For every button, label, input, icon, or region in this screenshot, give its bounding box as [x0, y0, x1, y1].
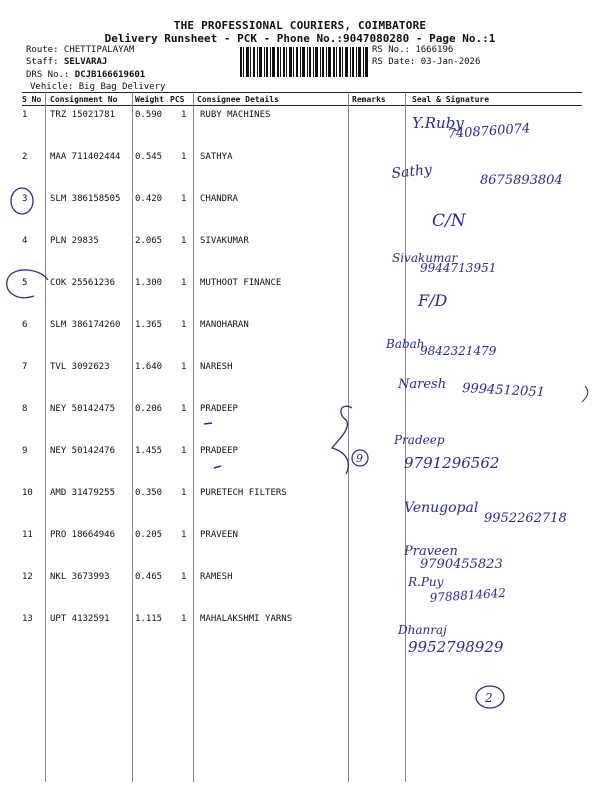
col-header-weight: Weight	[135, 95, 164, 104]
col-header-seal: Seal & Signature	[412, 95, 490, 104]
row-sno: 10	[22, 488, 33, 498]
col-divider-2	[132, 92, 133, 782]
col-header-consignment: Consignment No	[50, 95, 118, 104]
row-consignment: TVL 3092623	[50, 362, 110, 372]
row-sno: 13	[22, 614, 33, 624]
row-sno: 9	[22, 446, 28, 456]
row-pcs: 1	[181, 278, 187, 288]
row-consignment: MAA 711402444	[50, 152, 121, 162]
col-divider-3	[193, 92, 194, 782]
phone-row-6: 9842321479	[420, 344, 497, 358]
tick-mark-row-9	[214, 466, 221, 468]
row-weight: 1.455	[135, 446, 163, 456]
barcode-icon	[240, 47, 368, 77]
phone-row-13: 9952798929	[408, 638, 504, 656]
col-header-pcs: PCS	[170, 95, 185, 104]
signature-row-10: Venugopal	[404, 500, 479, 516]
row-consignment: SLM 386158505	[50, 194, 121, 204]
signature-row-2: Sathy	[390, 161, 433, 182]
row-consignee: SATHYA	[200, 152, 233, 162]
staff	[26, 57, 107, 67]
remark-row-3: C/N	[432, 211, 466, 231]
row-weight: 0.590	[135, 110, 163, 120]
tick-mark-row-8	[204, 423, 212, 424]
row-weight: 0.465	[135, 572, 163, 582]
row-consignee: NARESH	[200, 362, 233, 372]
phone-row-11: 9790455823	[420, 557, 503, 572]
row-pcs: 1	[181, 152, 187, 162]
signature-row-9: Pradeep	[394, 433, 445, 447]
row-pcs: 1	[181, 614, 187, 624]
company-name: THE PROFESSIONAL COURIERS, COIMBATORE	[173, 19, 427, 32]
col-divider-1	[45, 92, 46, 782]
table-header-rule	[22, 105, 582, 106]
row-pcs: 1	[181, 320, 187, 330]
col-header-remarks: Remarks	[352, 95, 386, 104]
page-mark: 2	[485, 691, 493, 705]
row-consignee: PRAVEEN	[200, 530, 238, 540]
row-sno: 4	[22, 236, 28, 246]
row-consignment: NEY 50142476	[50, 446, 116, 456]
row-consignee: MUTHOOT FINANCE	[200, 278, 282, 288]
row-consignee: MAHALAKSHMI YARNS	[200, 614, 293, 624]
row-sno: 5	[22, 278, 28, 288]
row-sno: 6	[22, 320, 28, 330]
row-consignment: COK 25561236	[50, 278, 116, 288]
signature-row-12: R.Puy	[408, 575, 444, 589]
signature-row-13: Dhanraj	[398, 623, 447, 637]
row-weight: 1.115	[135, 614, 163, 624]
row-weight: 0.420	[135, 194, 163, 204]
row-sno: 8	[22, 404, 28, 414]
row-pcs: 1	[181, 362, 187, 372]
signature-row-6: Babah	[386, 337, 425, 351]
table-top-rule	[22, 92, 582, 93]
row-pcs: 1	[181, 572, 187, 582]
row-consignment: SLM 386174260	[50, 320, 121, 330]
col-header-sno: S No	[22, 95, 42, 104]
phone-row-4: 9944713951	[420, 261, 497, 275]
row-sno: 7	[22, 362, 28, 372]
route: Route: CHETTIPALAYAM	[26, 45, 135, 55]
row-weight: 1.365	[135, 320, 163, 330]
row-consignee: PURETECH FILTERS	[200, 488, 287, 498]
row-consignment: TRZ 15021781	[50, 110, 116, 120]
page-mark-circle	[476, 686, 504, 708]
row-weight: 1.300	[135, 278, 163, 288]
vehicle: Vehicle: Big Bag Delivery	[30, 82, 166, 92]
rs-date: RS Date: 03-Jan-2026	[372, 57, 481, 67]
row-pcs: 1	[181, 488, 187, 498]
row-pcs: 1	[181, 236, 187, 246]
phone-row-12: 9788814642	[429, 585, 507, 605]
row-consignee: RAMESH	[200, 572, 233, 582]
row-consignee: PRADEEP	[200, 446, 238, 456]
col-divider-5	[405, 92, 406, 782]
row-pcs: 1	[181, 110, 187, 120]
row-pcs: 1	[181, 404, 187, 414]
col-divider-4	[348, 92, 349, 782]
signature-row-4: Sivakumar	[392, 251, 458, 265]
signature-row-7: Naresh	[398, 377, 447, 392]
row-sno: 3	[22, 194, 28, 204]
row-consignee: MANOHARAN	[200, 320, 249, 330]
row-pcs: 1	[181, 194, 187, 204]
staff-label: Staff:	[26, 57, 59, 67]
row-pcs: 1	[181, 446, 187, 456]
row-consignment: NEY 50142475	[50, 404, 116, 414]
signature-row-11: Praveen	[404, 544, 458, 559]
phone-row-10: 9952262718	[484, 511, 567, 526]
row-sno: 12	[22, 572, 33, 582]
row-consignment: PLN 29835	[50, 236, 99, 246]
col-header-consignee: Consignee Details	[197, 95, 279, 104]
row-weight: 2.065	[135, 236, 163, 246]
drs-number	[26, 70, 145, 80]
staff-name: SELVARAJ	[63, 57, 108, 67]
row-weight: 0.205	[135, 530, 163, 540]
row-consignee: SIVAKUMAR	[200, 236, 249, 246]
remark-row-5: F/D	[418, 291, 448, 310]
phone-row-2: 8675893804	[480, 173, 563, 188]
row-pcs: 1	[181, 530, 187, 540]
row-consignment: PRO 18664946	[50, 530, 116, 540]
phone-row-1: 7408760074	[447, 121, 531, 142]
arrow-mark-right	[582, 386, 588, 402]
row-consignee: RUBY MACHINES	[200, 110, 271, 120]
row-consignment: NKL 3673993	[50, 572, 110, 582]
signature-row-1: Y.Ruby	[412, 114, 464, 132]
bracket-mark-rows-8-9	[332, 406, 352, 474]
phone-row-7: 9994512051	[461, 381, 546, 401]
row-consignment: AMD 31479255	[50, 488, 116, 498]
rs-number: RS No.: 1666196	[372, 45, 454, 55]
circle-mark-row-9	[352, 450, 368, 466]
row-weight: 0.350	[135, 488, 163, 498]
row-consignee: PRADEEP	[200, 404, 238, 414]
drs-label: DRS No.:	[26, 70, 70, 80]
row-consignee: CHANDRA	[200, 194, 238, 204]
mark-row-9: 9	[356, 452, 363, 465]
row-weight: 0.545	[135, 152, 163, 162]
row-weight: 1.640	[135, 362, 163, 372]
row-consignment: UPT 4132591	[50, 614, 110, 624]
row-sno: 1	[22, 110, 28, 120]
drs-value: DCJB166619601	[74, 70, 146, 80]
row-sno: 11	[22, 530, 33, 540]
runsheet-title: Delivery Runsheet - PCK - Phone No.:9047080280 - Page No.:1	[104, 32, 496, 45]
phone-row-9: 9791296562	[404, 454, 500, 472]
row-sno: 2	[22, 152, 28, 162]
row-weight: 0.206	[135, 404, 163, 414]
